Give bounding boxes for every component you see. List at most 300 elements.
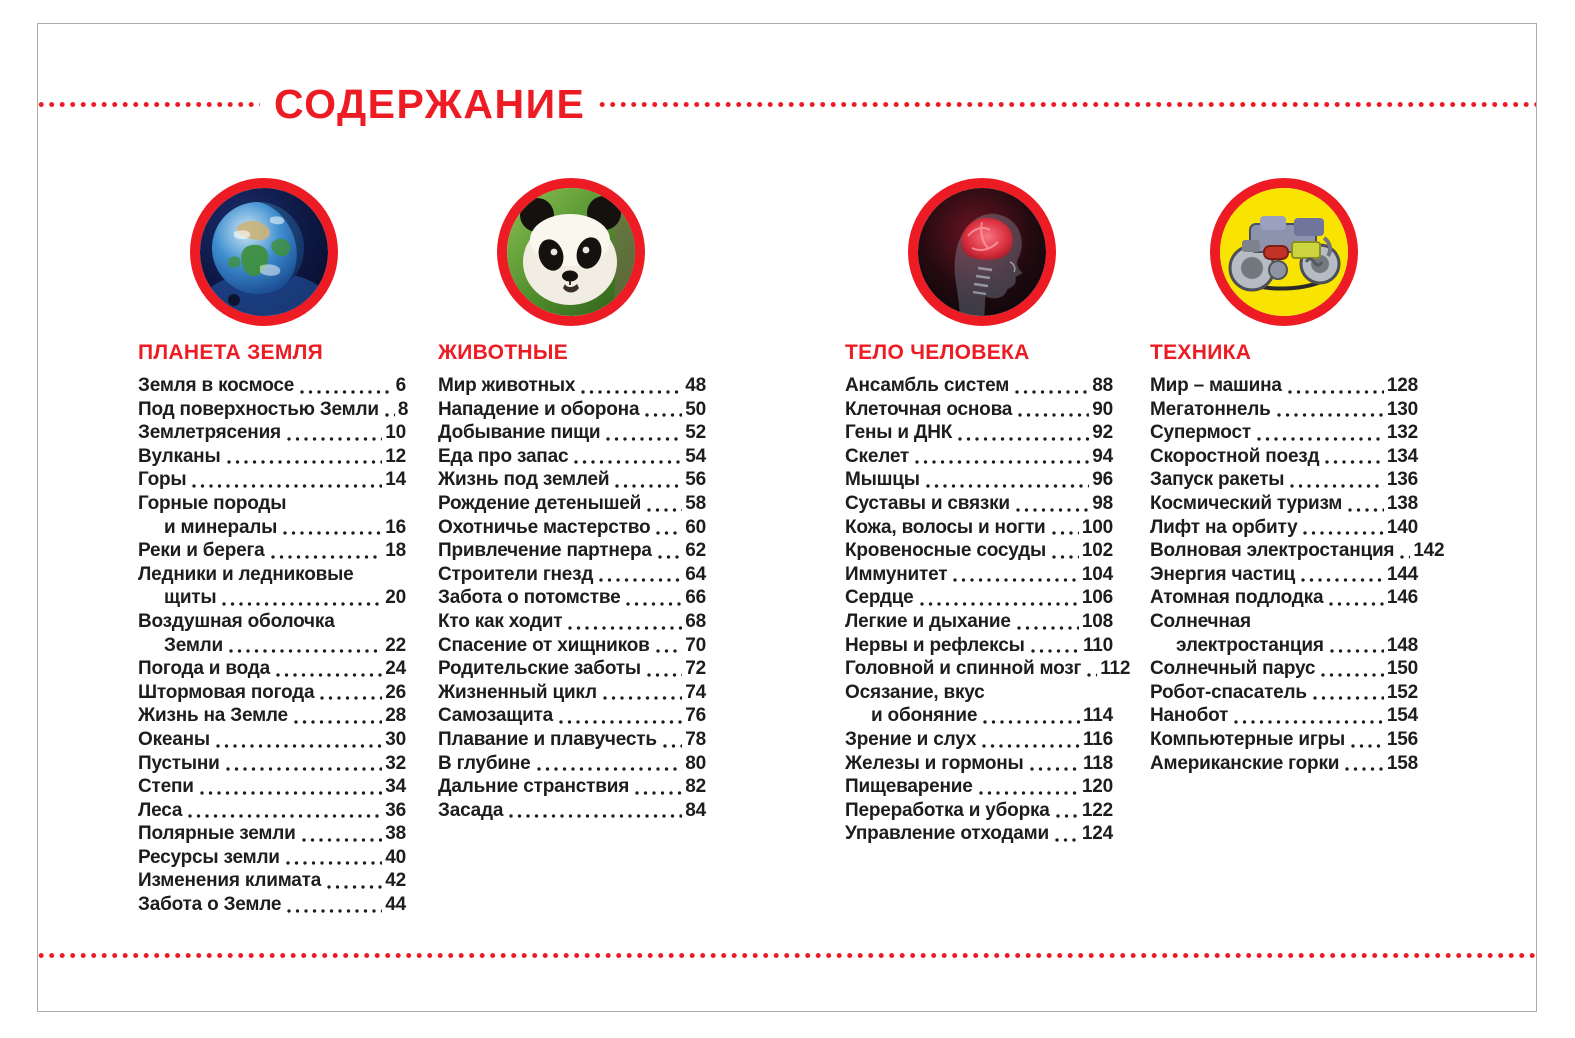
section-entries — [438, 374, 706, 822]
entry-page-number: 146 — [1386, 587, 1418, 609]
entry-title: Рождение детенышей — [438, 492, 642, 514]
panda-photo — [507, 188, 635, 316]
entry-title: Кровеносные сосуды — [845, 540, 1047, 562]
contents-header — [38, 82, 1536, 126]
earth-photo — [200, 188, 328, 316]
entry-title: Полярные земли — [138, 823, 296, 845]
leader-dots — [1303, 531, 1383, 535]
toc-entry — [138, 563, 406, 610]
leader-dots — [1325, 460, 1383, 464]
entry-title: Жизнь под землей — [438, 469, 610, 491]
leader-dots — [1321, 673, 1384, 677]
entry-page-number: 148 — [1386, 634, 1418, 656]
leader-dots — [200, 791, 383, 795]
toc-entry — [1150, 681, 1418, 705]
entry-title: Родительские заботы — [438, 658, 641, 680]
entry-page-number: 130 — [1386, 398, 1418, 420]
section-column-human-body — [845, 341, 1131, 846]
leader-dots — [568, 626, 682, 630]
leader-dots — [1234, 720, 1384, 724]
leader-dots — [276, 673, 382, 677]
leader-dots — [227, 460, 383, 464]
toc-entry — [845, 775, 1113, 799]
leader-dots — [287, 909, 382, 913]
entry-page-number: 20 — [385, 587, 406, 609]
entry-page-number: 94 — [1092, 445, 1113, 467]
entry-title: Сердце — [845, 587, 914, 609]
entry-page-number: 134 — [1386, 445, 1418, 467]
entry-title: и минералы — [164, 516, 278, 538]
entry-page-number: 122 — [1081, 799, 1113, 821]
entry-title: Землетрясения — [138, 422, 281, 444]
entry-page-number: 34 — [385, 776, 406, 798]
toc-entry — [138, 539, 406, 563]
entry-title: Жизнь на Земле — [138, 705, 288, 727]
entry-page-number: 26 — [385, 681, 406, 703]
section-entries — [845, 374, 1131, 846]
toc-entry — [138, 799, 406, 823]
toc-entry — [138, 657, 406, 681]
leader-dots — [647, 673, 682, 677]
toc-entry — [438, 752, 706, 776]
entry-title: Атомная подлодка — [1150, 587, 1324, 609]
entry-title: Иммунитет — [845, 563, 948, 585]
toc-entry — [438, 728, 706, 752]
leader-dots — [574, 460, 682, 464]
entry-page-number: 96 — [1092, 469, 1113, 491]
entry-page-number: 38 — [385, 823, 406, 845]
leader-dots — [320, 696, 382, 700]
entry-page-number: 114 — [1082, 705, 1113, 727]
bottom-divider-dots — [38, 952, 1536, 959]
toc-entry — [845, 586, 1113, 610]
toc-entry — [845, 445, 1113, 469]
leader-dots — [958, 437, 1089, 441]
entry-title: Ресурсы земли — [138, 846, 280, 868]
entry-title: Зрение и слух — [845, 728, 977, 750]
toc-entry — [138, 398, 409, 422]
toc-entry — [1150, 445, 1418, 469]
entry-title: Горные породы — [138, 492, 287, 514]
entry-title: Солнечный парус — [1150, 658, 1316, 680]
entry-page-number: 14 — [385, 469, 406, 491]
entry-page-number: 10 — [385, 422, 406, 444]
leader-dots — [226, 767, 383, 771]
entry-page-number: 80 — [685, 752, 706, 774]
leader-dots — [1345, 767, 1384, 771]
leader-dots — [509, 814, 682, 818]
leader-dots — [1052, 555, 1079, 559]
toc-entry — [138, 893, 406, 917]
section-entries — [138, 374, 409, 917]
entry-page-number: 40 — [385, 846, 406, 868]
section-entries — [1150, 374, 1445, 775]
toc-entry — [438, 374, 706, 398]
entry-page-number: 84 — [685, 799, 706, 821]
leader-dots — [192, 484, 382, 488]
entry-page-number: 158 — [1386, 752, 1418, 774]
entry-page-number: 98 — [1092, 492, 1113, 514]
leader-dots — [1330, 649, 1384, 653]
entry-page-number: 106 — [1081, 587, 1113, 609]
entry-page-number: 72 — [685, 658, 706, 680]
entry-page-number: 118 — [1082, 752, 1113, 774]
leader-dots — [658, 555, 682, 559]
entry-title: Кто как ходит — [438, 610, 563, 632]
leader-dots — [982, 744, 1080, 748]
entry-title: Нервы и рефлексы — [845, 634, 1025, 656]
leader-dots — [635, 791, 682, 795]
toc-entry — [138, 374, 406, 398]
leader-dots — [915, 460, 1089, 464]
toc-entry — [1150, 468, 1418, 492]
entry-title: Мышцы — [845, 469, 920, 491]
leader-dots — [626, 602, 682, 606]
toc-entry — [438, 610, 706, 634]
toc-entry — [845, 539, 1113, 563]
toc-entry — [138, 846, 406, 870]
entry-title: Еда про запас — [438, 445, 569, 467]
toc-entry — [438, 421, 706, 445]
entry-page-number: 156 — [1386, 728, 1418, 750]
toc-entry — [845, 516, 1113, 540]
leader-dots — [302, 838, 383, 842]
leader-dots — [656, 649, 683, 653]
entry-page-number: 116 — [1082, 728, 1113, 750]
leader-dots — [271, 555, 383, 559]
entry-page-number: 152 — [1386, 681, 1418, 703]
entry-title: Штормовая погода — [138, 681, 315, 703]
section-title: ПЛАНЕТА ЗЕМЛЯ — [138, 341, 324, 364]
entry-page-number: 56 — [685, 469, 706, 491]
toc-entry — [438, 799, 706, 823]
entry-title: Компьютерные игры — [1150, 728, 1345, 750]
toc-entry — [438, 634, 706, 658]
entry-page-number: 22 — [385, 634, 406, 656]
section-photo-xray-head — [908, 178, 1056, 326]
entry-title: Волновая электростанция — [1150, 540, 1395, 562]
entry-title: Дальние странствия — [438, 776, 630, 798]
toc-entry — [845, 421, 1113, 445]
toc-entry — [138, 610, 406, 657]
entry-title: Робот-спасатель — [1150, 681, 1307, 703]
entry-title: Плавание и плавучесть — [438, 728, 657, 750]
leader-dots — [615, 484, 682, 488]
entry-page-number: 150 — [1386, 658, 1418, 680]
entry-page-number: 36 — [385, 799, 406, 821]
entry-title: Головной и спинной мозг — [845, 658, 1082, 680]
toc-entry — [438, 445, 706, 469]
entry-page-number: 68 — [685, 610, 706, 632]
entry-page-number: 42 — [385, 870, 406, 892]
entry-page-number: 66 — [685, 587, 706, 609]
entry-title: Управление отходами — [845, 823, 1050, 845]
leader-dots — [953, 578, 1079, 582]
entry-page-number: 120 — [1081, 776, 1113, 798]
leader-dots — [286, 861, 382, 865]
section-title: ТЕХНИКА — [1150, 341, 1252, 364]
entry-page-number: 154 — [1386, 705, 1418, 727]
leader-dots — [327, 885, 382, 889]
leader-dots — [559, 720, 682, 724]
entry-title: Железы и гормоны — [845, 752, 1024, 774]
section-photo-machine — [1210, 178, 1358, 326]
entry-title: Осязание, вкус — [845, 681, 985, 703]
leader-dots — [1017, 626, 1079, 630]
entry-page-number: 58 — [685, 492, 706, 514]
toc-entry — [138, 468, 406, 492]
entry-title: Энергия частиц — [1150, 563, 1296, 585]
toc-entry — [1150, 539, 1445, 563]
entry-title: Охотничье мастерство — [438, 516, 651, 538]
leader-dots — [1290, 484, 1384, 488]
entry-page-number: 124 — [1081, 823, 1113, 845]
toc-entry — [138, 822, 406, 846]
entry-title: Пустыни — [138, 752, 220, 774]
entry-page-number: 138 — [1386, 492, 1418, 514]
leader-dots — [222, 602, 382, 606]
entry-title: Супермост — [1150, 422, 1251, 444]
entry-page-number: 104 — [1081, 563, 1113, 585]
entry-page-number: 48 — [685, 375, 706, 396]
toc-entry — [1150, 610, 1418, 657]
leader-dots — [1400, 555, 1410, 559]
entry-page-number: 78 — [685, 728, 706, 750]
toc-entry — [1150, 752, 1418, 776]
section-column-animals — [438, 341, 706, 822]
entry-page-number: 12 — [385, 445, 406, 467]
toc-entry — [438, 775, 706, 799]
toc-entry — [438, 539, 706, 563]
entry-page-number: 128 — [1386, 375, 1418, 396]
entry-page-number: 54 — [685, 445, 706, 467]
entry-title: Гены и ДНК — [845, 422, 953, 444]
section-title: ТЕЛО ЧЕЛОВЕКА — [845, 341, 1030, 364]
toc-entry — [138, 775, 406, 799]
entry-page-number: 70 — [685, 634, 706, 656]
toc-entry — [438, 657, 706, 681]
entry-page-number: 52 — [685, 422, 706, 444]
entry-page-number: 88 — [1092, 375, 1113, 396]
xray-head-photo — [918, 188, 1046, 316]
leader-dots — [1016, 508, 1089, 512]
toc-entry — [1150, 516, 1418, 540]
entry-title: Кожа, волосы и ногти — [845, 516, 1046, 538]
entry-title: Океаны — [138, 728, 210, 750]
leader-dots — [979, 791, 1079, 795]
toc-entry — [138, 704, 406, 728]
entry-title: Нападение и оборона — [438, 398, 640, 420]
entry-title: Реки и берега — [138, 540, 265, 562]
entry-title: Земля в космосе — [138, 375, 295, 396]
entry-page-number: 102 — [1081, 540, 1113, 562]
toc-entry — [438, 704, 706, 728]
entry-page-number: 50 — [685, 398, 706, 420]
entry-page-number: 100 — [1081, 516, 1113, 538]
entry-title: щиты — [164, 587, 217, 609]
toc-entry — [1150, 704, 1418, 728]
entry-title: Космический туризм — [1150, 492, 1343, 514]
entry-page-number: 32 — [385, 752, 406, 774]
entry-page-number: 82 — [685, 776, 706, 798]
leader-dots — [1031, 649, 1080, 653]
entry-title: Погода и вода — [138, 658, 270, 680]
toc-entry — [845, 610, 1113, 634]
toc-entry — [138, 752, 406, 776]
leader-dots — [1288, 390, 1384, 394]
leader-dots — [663, 744, 682, 748]
entry-page-number: 62 — [685, 540, 706, 562]
entry-title: Привлечение партнера — [438, 540, 652, 562]
entry-page-number: 108 — [1081, 610, 1113, 632]
leader-dots — [1301, 578, 1384, 582]
leader-dots — [294, 720, 382, 724]
toc-entry — [438, 468, 706, 492]
entry-page-number: 44 — [385, 894, 406, 916]
toc-entry — [845, 752, 1113, 776]
leader-dots — [926, 484, 1089, 488]
entry-title: Горы — [138, 469, 187, 491]
entry-title: и обоняние — [871, 705, 978, 727]
entry-title: Скоростной поезд — [1150, 445, 1320, 467]
toc-entry — [845, 799, 1113, 823]
leader-dots — [1348, 508, 1384, 512]
section-photo-panda — [497, 178, 645, 326]
entry-page-number: 76 — [685, 705, 706, 727]
toc-entry — [1150, 421, 1418, 445]
entry-page-number: 74 — [685, 681, 706, 703]
toc-entry — [438, 492, 706, 516]
entry-title: Вулканы — [138, 445, 221, 467]
entry-page-number: 16 — [385, 516, 406, 538]
toc-entry — [845, 563, 1113, 587]
leader-dots — [656, 531, 682, 535]
toc-entry — [438, 586, 706, 610]
entry-title: Леса — [138, 799, 183, 821]
title-leader-right — [599, 101, 1536, 108]
toc-entry — [138, 492, 406, 539]
entry-page-number: 24 — [385, 658, 406, 680]
leader-dots — [537, 767, 683, 771]
page-title: СОДЕРЖАНИЕ — [274, 80, 586, 127]
leader-dots — [1087, 673, 1097, 677]
toc-entry — [845, 657, 1131, 681]
entry-page-number: 6 — [395, 375, 406, 396]
entry-title: Засада — [438, 799, 504, 821]
leader-dots — [287, 437, 382, 441]
leader-dots — [1055, 838, 1079, 842]
toc-entry — [1150, 657, 1418, 681]
leader-dots — [1015, 390, 1089, 394]
entry-title: Под поверхностью Земли — [138, 398, 379, 420]
entry-title: Забота о Земле — [138, 894, 282, 916]
entry-title: Забота о потомстве — [438, 587, 621, 609]
leader-dots — [1351, 744, 1384, 748]
leader-dots — [1056, 814, 1079, 818]
entry-title: Американские горки — [1150, 752, 1340, 774]
entry-title: Легкие и дыхание — [845, 610, 1011, 632]
toc-entry — [1150, 374, 1418, 398]
toc-entry — [845, 634, 1113, 658]
title-leader-left — [38, 101, 260, 108]
toc-entry — [438, 516, 706, 540]
leader-dots — [300, 390, 392, 394]
toc-entry — [1150, 492, 1418, 516]
toc-entry — [138, 869, 406, 893]
entry-page-number: 110 — [1082, 634, 1113, 656]
entry-title: Скелет — [845, 445, 910, 467]
leader-dots — [1257, 437, 1384, 441]
entry-title: Добывание пищи — [438, 422, 601, 444]
entry-page-number: 112 — [1100, 658, 1131, 680]
entry-page-number: 64 — [685, 563, 706, 585]
entry-title: Нанобот — [1150, 705, 1229, 727]
toc-entry — [138, 681, 406, 705]
entry-page-number: 30 — [385, 728, 406, 750]
entry-page-number: 142 — [1413, 540, 1445, 562]
entry-page-number: 28 — [385, 705, 406, 727]
section-column-technology — [1150, 341, 1445, 775]
entry-title: Ледники и ледниковые — [138, 563, 354, 585]
leader-dots — [1329, 602, 1384, 606]
leader-dots — [216, 744, 382, 748]
entry-title: Земли — [164, 634, 224, 656]
entry-title: Строители гнезд — [438, 563, 594, 585]
toc-entry — [845, 398, 1113, 422]
entry-title: Ансамбль систем — [845, 375, 1010, 396]
toc-entry — [138, 421, 406, 445]
entry-page-number: 8 — [397, 398, 409, 420]
entry-title: Запуск ракеты — [1150, 469, 1285, 491]
toc-entry — [138, 728, 406, 752]
section-photo-earth — [190, 178, 338, 326]
entry-page-number: 90 — [1092, 398, 1113, 420]
toc-entry — [138, 445, 406, 469]
leader-dots — [645, 413, 682, 417]
toc-entry — [1150, 563, 1418, 587]
leader-dots — [229, 649, 382, 653]
entry-title: Воздушная оболочка — [138, 610, 335, 632]
leader-dots — [599, 578, 682, 582]
toc-entry — [845, 728, 1113, 752]
entry-page-number: 18 — [385, 540, 406, 562]
entry-page-number: 144 — [1386, 563, 1418, 585]
leader-dots — [1313, 696, 1384, 700]
leader-dots — [603, 696, 682, 700]
entry-title: Переработка и уборка — [845, 799, 1050, 821]
leader-dots — [1030, 767, 1080, 771]
entry-title: Самозащита — [438, 705, 554, 727]
toc-entry — [1150, 728, 1418, 752]
leader-dots — [983, 720, 1080, 724]
entry-page-number: 136 — [1386, 469, 1418, 491]
leader-dots — [581, 390, 682, 394]
entry-page-number: 92 — [1092, 422, 1113, 444]
entry-title: Спасение от хищников — [438, 634, 650, 656]
entry-title: Клеточная основа — [845, 398, 1013, 420]
entry-title: Жизненный цикл — [438, 681, 597, 703]
entry-title: Лифт на орбиту — [1150, 516, 1298, 538]
leader-dots — [1052, 531, 1079, 535]
leader-dots — [647, 508, 682, 512]
leader-dots — [606, 437, 682, 441]
entry-title: Мир – машина — [1150, 375, 1282, 396]
entry-page-number: 60 — [685, 516, 706, 538]
toc-entry — [845, 681, 1113, 728]
entry-title: В глубине — [438, 752, 531, 774]
toc-entry — [845, 492, 1113, 516]
toc-entry — [845, 468, 1113, 492]
